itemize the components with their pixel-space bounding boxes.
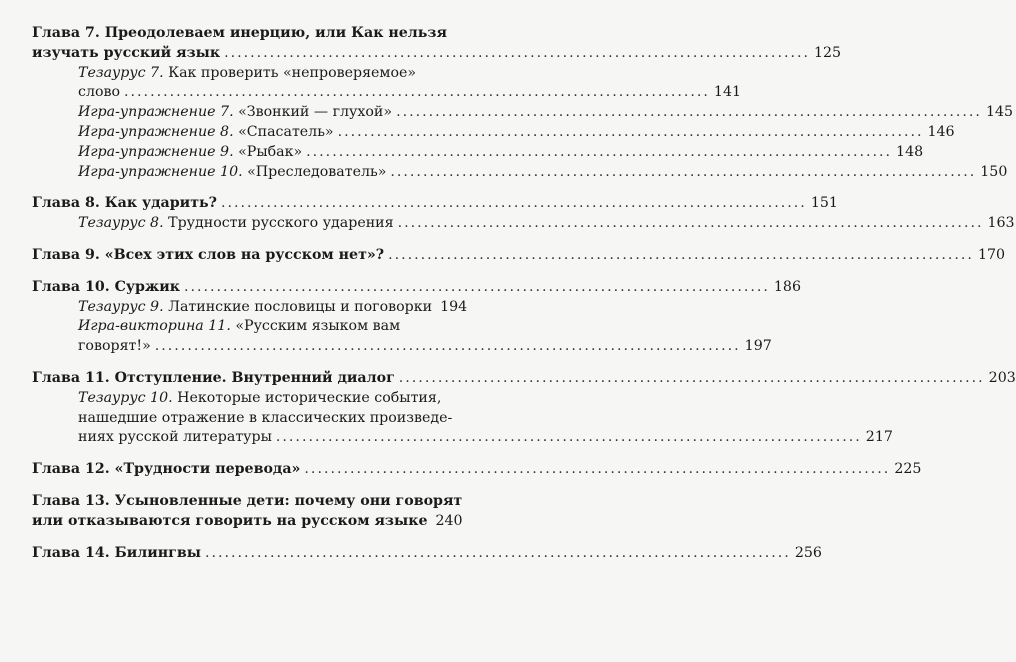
chapter-title: Глава 14. Билингвы [32, 544, 201, 561]
page-number: 125 [814, 44, 842, 61]
chapter-title: Глава 9. «Всех этих слов на русском нет»? [32, 246, 385, 263]
chapter-entry [32, 460, 922, 480]
subentry-text: нашедшие отражение в классических произведе- [78, 409, 453, 426]
toc-subentry [32, 163, 1008, 183]
subentry-label: Игра-упражнение 8. [78, 123, 234, 140]
page-number: 170 [977, 246, 1006, 263]
leader-dots: .......................................................................................... [390, 163, 977, 180]
subentry-text: Некоторые исторические события, [172, 389, 442, 406]
page-number: 141 [713, 84, 742, 101]
chapter-title: Глава 10. Суржик [32, 278, 180, 295]
toc-subentry [32, 214, 1015, 234]
subentry-text: «Спасатель» [233, 123, 334, 140]
page-number: 240 [435, 512, 463, 529]
chapter-title: Глава 8. Как ударить? [32, 195, 217, 212]
page-number: 148 [896, 143, 924, 160]
leader-dots: .......................................................................................... [275, 429, 862, 446]
subentry-label: Игра-упражнение 9. [78, 143, 234, 160]
page-number: 186 [773, 278, 801, 295]
subentry-label: Игра-упражнение 7. [78, 104, 234, 121]
subentry-text: «Преследователь» [242, 163, 387, 180]
leader-dots: .......................................................................................... [184, 278, 770, 295]
chapter-10 [32, 278, 801, 357]
subentry-label: Игра-викторина 11. [78, 318, 231, 335]
subentry-text: слово [78, 84, 121, 101]
chapter-entry [32, 278, 801, 298]
page-number: 203 [988, 369, 1016, 386]
subentry-text: ниях русской литературы [78, 429, 272, 446]
subentry-text: «Рыбак» [233, 143, 303, 160]
toc-subentry [32, 123, 955, 143]
chapter-entry [32, 44, 842, 64]
toc-subentry [32, 389, 460, 409]
chapter-8 [32, 194, 1015, 234]
chapter-11 [32, 369, 1016, 448]
chapter-entry [32, 544, 822, 564]
leader-dots: .......................................................................................... [304, 461, 891, 478]
chapter-14 [32, 544, 822, 564]
leader-dots: .......................................................................................... [154, 338, 741, 355]
toc-subentry [32, 64, 460, 84]
toc-subentry [32, 83, 742, 103]
subentry-text: Трудности русского ударения [163, 215, 394, 232]
toc-subentry [32, 428, 893, 448]
leader-dots: .......................................................................................... [124, 84, 710, 101]
leader-dots: .......................................................................................... [224, 44, 810, 61]
leader-dots: .......................................................................................... [204, 544, 791, 561]
subentry-text: Как проверить «непроверяемое» [163, 64, 417, 81]
toc-subentry [32, 143, 924, 163]
page-number: 256 [794, 544, 822, 561]
leader-dots: .......................................................................................... [397, 215, 984, 232]
subentry-label: Тезаурус 8. [78, 215, 164, 232]
page-number: 145 [985, 104, 1014, 121]
subentry-label: Игра-упражнение 10. [78, 163, 243, 180]
chapter-title-line: Глава 13. Усыновленные дети: почему они говорят [32, 492, 463, 509]
page-number: 225 [894, 461, 922, 478]
page-number: 151 [810, 195, 838, 212]
chapter-7 [32, 24, 1014, 182]
subentry-text: «Русским языком вам [230, 318, 401, 335]
leader-dots: .......................................................................................... [398, 369, 985, 386]
leader-dots: .......................................................................................... [388, 246, 974, 263]
toc-subentry [32, 409, 460, 429]
page-number: 163 [987, 215, 1015, 232]
chapter-title-line: изучать русский язык [32, 44, 221, 61]
toc-subentry [32, 298, 468, 318]
chapter-entry [32, 369, 1016, 389]
page-number: 217 [865, 429, 893, 446]
subentry-text: говорят!» [78, 338, 151, 355]
chapter-13 [32, 492, 463, 532]
chapter-title: Глава 12. «Трудности перевода» [32, 461, 301, 478]
subentry-label: Тезаурус 9. [78, 298, 164, 315]
leader-dots: .......................................................................................... [306, 143, 893, 160]
subentry-label: Тезаурус 7. [78, 64, 164, 81]
subentry-text: «Звонкий — глухой» [233, 104, 393, 121]
leader-dots: .......................................................................................... [220, 195, 807, 212]
leader-dots: .......................................................................................... [396, 104, 982, 121]
page-number: 194 [440, 298, 468, 315]
subentry-text: Латинские пословицы и поговорки [163, 298, 433, 315]
chapter-title: Глава 11. Отступление. Внутренний диалог [32, 369, 395, 386]
subentry-label: Тезаурус 10. [78, 389, 173, 406]
chapter-title-line: или отказываются говорить на русском языке [32, 512, 428, 529]
page-number: 146 [927, 123, 955, 140]
chapter-entry [32, 194, 838, 214]
toc-subentry [32, 317, 460, 337]
table-of-contents [32, 24, 1016, 575]
chapter-entry [32, 246, 1006, 266]
chapter-9 [32, 246, 1006, 266]
chapter-entry [32, 512, 463, 532]
toc-subentry [32, 103, 1014, 123]
chapter-title-line: Глава 7. Преодолеваем инерцию, или Как нельзя [32, 25, 447, 41]
page-number: 150 [980, 163, 1008, 180]
toc-subentry [32, 337, 772, 357]
page-number: 197 [744, 338, 772, 355]
leader-dots: .......................................................................................... [337, 123, 924, 140]
chapter-12 [32, 460, 922, 480]
